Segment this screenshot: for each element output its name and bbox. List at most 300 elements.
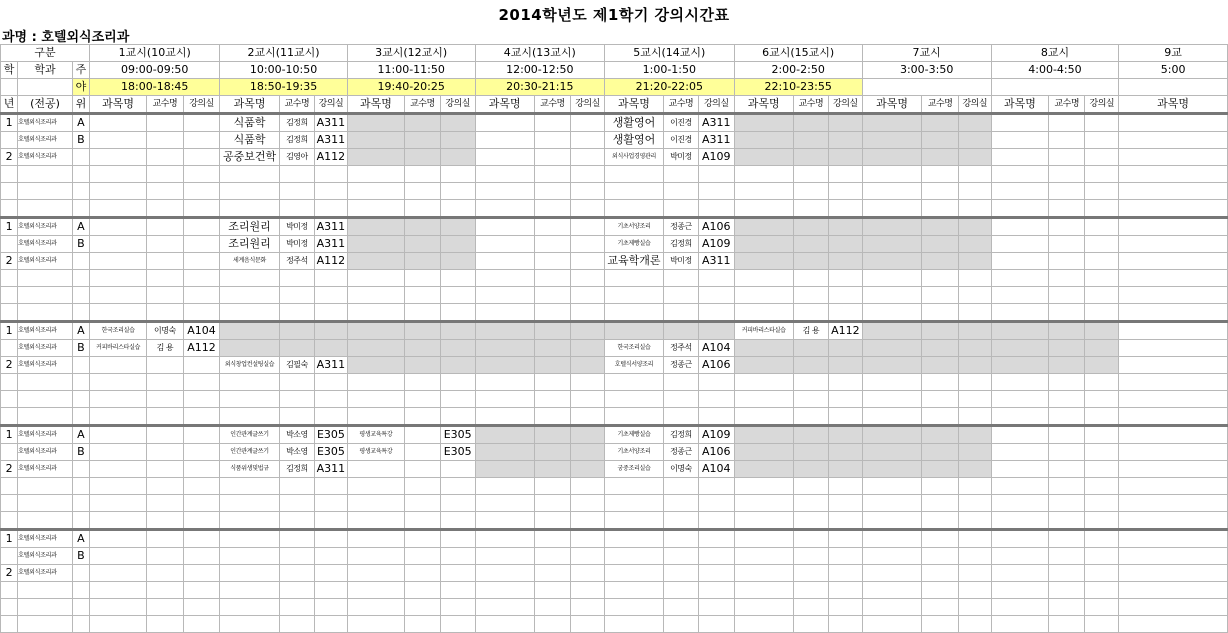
professor-col-header: 교수명 (279, 96, 315, 114)
professor-cell: 정종근 (664, 444, 699, 461)
empty-cell (829, 236, 862, 253)
empty-cell (405, 357, 441, 374)
period-name: 4교시(13교시) (475, 45, 604, 62)
professor-cell: 정종근 (664, 357, 699, 374)
empty-cell (1085, 599, 1119, 616)
professor-cell: 이명숙 (147, 322, 183, 340)
empty-cell (922, 391, 958, 408)
empty-cell (1049, 530, 1085, 548)
empty-cell (279, 582, 315, 599)
dept-cell (18, 270, 73, 287)
subject-col-header: 과목명 (991, 96, 1048, 114)
empty-cell (183, 149, 220, 166)
empty-cell (571, 616, 605, 633)
empty-cell (604, 166, 663, 183)
empty-cell (347, 287, 404, 304)
empty-cell (829, 270, 862, 287)
empty-cell (734, 530, 793, 548)
empty-cell (534, 357, 570, 374)
empty-cell (829, 253, 862, 270)
empty-cell (1119, 287, 1228, 304)
professor-cell: 김정희 (279, 114, 315, 132)
empty-cell (440, 304, 475, 322)
empty-cell (793, 599, 829, 616)
empty-cell (279, 512, 315, 530)
empty-cell (1085, 132, 1119, 149)
empty-cell (534, 408, 570, 426)
empty-cell (793, 512, 829, 530)
empty-cell (1119, 530, 1228, 548)
period-name: 3교시(12교시) (347, 45, 475, 62)
empty-cell (862, 287, 922, 304)
professor-cell: 김영아 (279, 149, 315, 166)
empty-cell (1119, 582, 1228, 599)
empty-cell (862, 183, 922, 200)
empty-cell (183, 512, 220, 530)
empty-cell (534, 548, 570, 565)
empty-cell (147, 616, 183, 633)
empty-cell (734, 183, 793, 200)
empty-cell (405, 548, 441, 565)
dept-cell (18, 408, 73, 426)
empty-cell (571, 478, 605, 495)
empty-cell (698, 530, 734, 548)
empty-cell (347, 599, 404, 616)
empty-cell (571, 582, 605, 599)
empty-cell (405, 114, 441, 132)
empty-cell (793, 616, 829, 633)
empty-cell (440, 616, 475, 633)
empty-cell (958, 357, 991, 374)
empty-cell (698, 495, 734, 512)
empty-cell (1119, 426, 1228, 444)
empty-cell (991, 616, 1048, 633)
empty-cell (1085, 166, 1119, 183)
empty-cell (220, 408, 279, 426)
room-cell: A311 (315, 132, 348, 149)
empty-cell (793, 495, 829, 512)
empty-cell (958, 426, 991, 444)
empty-cell (405, 582, 441, 599)
empty-cell (922, 340, 958, 357)
subject-cell: 생활영어 (604, 132, 663, 149)
empty-cell (1119, 149, 1228, 166)
empty-cell (698, 512, 734, 530)
year-cell (1, 374, 18, 391)
empty-cell (1049, 374, 1085, 391)
empty-cell (664, 270, 699, 287)
subject-col-header: 과목명 (862, 96, 922, 114)
empty-cell (147, 304, 183, 322)
empty-cell (279, 478, 315, 495)
empty-cell (1119, 565, 1228, 582)
empty-cell (440, 218, 475, 236)
room-cell: A311 (315, 461, 348, 478)
empty-cell (1085, 357, 1119, 374)
empty-cell (440, 322, 475, 340)
empty-cell (405, 616, 441, 633)
empty-cell (604, 548, 663, 565)
empty-cell (664, 616, 699, 633)
empty-cell (829, 114, 862, 132)
empty-cell (991, 512, 1048, 530)
empty-cell (829, 599, 862, 616)
empty-cell (1085, 322, 1119, 340)
ban-cell (72, 183, 89, 200)
dept-cell (18, 374, 73, 391)
empty-cell (829, 357, 862, 374)
empty-cell (793, 444, 829, 461)
empty-cell (829, 582, 862, 599)
empty-cell (1119, 374, 1228, 391)
subject-cell: 평생교육특강 (347, 444, 404, 461)
empty-cell (90, 478, 147, 495)
empty-cell (440, 408, 475, 426)
empty-cell (571, 357, 605, 374)
empty-cell (347, 149, 404, 166)
year-cell: 2 (1, 253, 18, 270)
empty-cell (90, 599, 147, 616)
empty-cell (534, 340, 570, 357)
empty-cell (534, 530, 570, 548)
empty-cell (1049, 408, 1085, 426)
empty-cell (147, 495, 183, 512)
dept-cell: 호텔외식조리과 (18, 426, 73, 444)
subject-cell: 궁중조리실습 (604, 461, 663, 478)
empty-cell (571, 183, 605, 200)
empty-cell (829, 149, 862, 166)
spacer-cell (1, 79, 18, 96)
year-cell: 1 (1, 530, 18, 548)
empty-cell (991, 548, 1048, 565)
year-cell (1, 478, 18, 495)
empty-cell (734, 357, 793, 374)
professor-col-header: 교수명 (1049, 96, 1085, 114)
empty-cell (829, 304, 862, 322)
room-cell: A109 (698, 236, 734, 253)
empty-cell (1049, 340, 1085, 357)
empty-cell (862, 478, 922, 495)
empty-cell (571, 270, 605, 287)
empty-cell (734, 616, 793, 633)
empty-cell (1085, 287, 1119, 304)
empty-cell (405, 391, 441, 408)
empty-cell (571, 408, 605, 426)
ban-cell: B (72, 236, 89, 253)
empty-cell (534, 114, 570, 132)
empty-cell (90, 114, 147, 132)
empty-cell (315, 287, 348, 304)
empty-cell (279, 530, 315, 548)
ban-cell: A (72, 322, 89, 340)
empty-cell (664, 374, 699, 391)
period-name: 1교시(10교시) (90, 45, 220, 62)
empty-cell (90, 132, 147, 149)
empty-cell (347, 548, 404, 565)
empty-cell (315, 530, 348, 548)
empty-cell (90, 461, 147, 478)
empty-cell (183, 132, 220, 149)
empty-cell (183, 287, 220, 304)
empty-cell (829, 340, 862, 357)
empty-cell (1049, 149, 1085, 166)
subject-col-header: 과목명 (347, 96, 404, 114)
professor-cell: 이명숙 (664, 461, 699, 478)
empty-cell (279, 374, 315, 391)
ban-cell: A (72, 218, 89, 236)
subject-cell: 인간관계글쓰기 (220, 426, 279, 444)
dept-cell (18, 512, 73, 530)
day-time: 5:00 (1119, 62, 1228, 79)
empty-cell (664, 166, 699, 183)
professor-cell: 정주석 (279, 253, 315, 270)
empty-cell (734, 236, 793, 253)
empty-cell (440, 340, 475, 357)
empty-cell (698, 200, 734, 218)
empty-cell (405, 512, 441, 530)
empty-cell (604, 374, 663, 391)
professor-cell: 박미정 (664, 149, 699, 166)
empty-cell (664, 512, 699, 530)
empty-cell (734, 512, 793, 530)
empty-cell (475, 408, 534, 426)
empty-cell (1119, 461, 1228, 478)
empty-cell (347, 495, 404, 512)
empty-cell (183, 426, 220, 444)
empty-cell (1085, 218, 1119, 236)
empty-cell (958, 149, 991, 166)
subject-cell: 커피바리스타실습 (734, 322, 793, 340)
empty-cell (405, 304, 441, 322)
empty-cell (734, 461, 793, 478)
professor-cell: 김필숙 (279, 357, 315, 374)
empty-cell (475, 426, 534, 444)
empty-cell (829, 461, 862, 478)
year-cell: 1 (1, 322, 18, 340)
dept-cell: 호텔외식조리과 (18, 114, 73, 132)
empty-cell (220, 548, 279, 565)
dept-cell: 호텔외식조리과 (18, 253, 73, 270)
ban-cell (72, 582, 89, 599)
empty-cell (90, 426, 147, 444)
empty-cell (1049, 391, 1085, 408)
dept-cell: 호텔외식조리과 (18, 236, 73, 253)
empty-cell (183, 304, 220, 322)
empty-cell (315, 495, 348, 512)
dept-cell (18, 616, 73, 633)
night-time (991, 79, 1118, 96)
empty-cell (475, 582, 534, 599)
empty-cell (664, 408, 699, 426)
empty-cell (475, 322, 534, 340)
empty-cell (534, 253, 570, 270)
empty-cell (279, 408, 315, 426)
empty-cell (664, 391, 699, 408)
empty-cell (698, 322, 734, 340)
empty-cell (958, 565, 991, 582)
empty-cell (991, 114, 1048, 132)
empty-cell (1119, 616, 1228, 633)
empty-cell (734, 166, 793, 183)
subject-cell: 조리원리 (220, 218, 279, 236)
hakgwa-label: 학과 (18, 62, 73, 79)
dept-cell: 호텔외식조리과 (18, 132, 73, 149)
empty-cell (147, 357, 183, 374)
empty-cell (475, 218, 534, 236)
ban-cell (72, 166, 89, 183)
empty-cell (475, 253, 534, 270)
empty-cell (534, 183, 570, 200)
empty-cell (220, 270, 279, 287)
empty-cell (405, 322, 441, 340)
empty-cell (1049, 322, 1085, 340)
empty-cell (405, 340, 441, 357)
empty-cell (571, 444, 605, 461)
day-time: 12:00-12:50 (475, 62, 604, 79)
night-time (1119, 79, 1228, 96)
jeongong-label: (전공) (18, 96, 73, 114)
empty-cell (183, 530, 220, 548)
empty-cell (534, 287, 570, 304)
empty-cell (571, 322, 605, 340)
empty-cell (958, 218, 991, 236)
empty-cell (347, 132, 404, 149)
empty-cell (405, 270, 441, 287)
empty-cell (698, 599, 734, 616)
room-cell: E305 (440, 426, 475, 444)
empty-cell (958, 270, 991, 287)
empty-cell (604, 270, 663, 287)
year-cell: 2 (1, 461, 18, 478)
empty-cell (534, 512, 570, 530)
empty-cell (279, 391, 315, 408)
year-cell: 1 (1, 426, 18, 444)
empty-cell (440, 200, 475, 218)
empty-cell (793, 183, 829, 200)
empty-cell (958, 200, 991, 218)
empty-cell (475, 374, 534, 391)
year-cell (1, 304, 18, 322)
empty-cell (664, 287, 699, 304)
empty-cell (183, 444, 220, 461)
subject-cell: 커피바리스타실습 (90, 340, 147, 357)
empty-cell (1049, 200, 1085, 218)
empty-cell (405, 149, 441, 166)
empty-cell (1049, 478, 1085, 495)
empty-cell (571, 132, 605, 149)
year-cell: 2 (1, 357, 18, 374)
empty-cell (475, 200, 534, 218)
empty-cell (183, 565, 220, 582)
room-cell: A311 (315, 357, 348, 374)
subject-cell: 외식사업경영관리 (604, 149, 663, 166)
empty-cell (793, 166, 829, 183)
empty-cell (991, 444, 1048, 461)
empty-cell (183, 253, 220, 270)
professor-cell: 박소영 (279, 426, 315, 444)
empty-cell (405, 218, 441, 236)
empty-cell (698, 183, 734, 200)
empty-cell (90, 495, 147, 512)
subject-cell: 식품학 (220, 132, 279, 149)
empty-cell (862, 495, 922, 512)
empty-cell (829, 391, 862, 408)
timetable-grid (0, 44, 1228, 633)
empty-cell (279, 340, 315, 357)
night-time: 19:40-20:25 (347, 79, 475, 96)
empty-cell (862, 512, 922, 530)
empty-cell (220, 322, 279, 340)
empty-cell (475, 340, 534, 357)
professor-cell (405, 444, 441, 461)
empty-cell (793, 132, 829, 149)
empty-cell (405, 374, 441, 391)
empty-cell (664, 599, 699, 616)
empty-cell (922, 548, 958, 565)
empty-cell (571, 166, 605, 183)
empty-cell (183, 166, 220, 183)
ban-cell (72, 461, 89, 478)
empty-cell (991, 287, 1048, 304)
empty-cell (793, 582, 829, 599)
empty-cell (958, 374, 991, 391)
ban-cell: B (72, 548, 89, 565)
empty-cell (958, 304, 991, 322)
empty-cell (958, 530, 991, 548)
empty-cell (347, 530, 404, 548)
empty-cell (1049, 304, 1085, 322)
empty-cell (183, 461, 220, 478)
empty-cell (829, 183, 862, 200)
empty-cell (991, 530, 1048, 548)
empty-cell (922, 114, 958, 132)
empty-cell (922, 616, 958, 633)
empty-cell (1119, 236, 1228, 253)
empty-cell (534, 236, 570, 253)
empty-cell (1085, 200, 1119, 218)
empty-cell (534, 426, 570, 444)
empty-cell (475, 444, 534, 461)
empty-cell (922, 132, 958, 149)
empty-cell (220, 582, 279, 599)
empty-cell (347, 322, 404, 340)
empty-cell (147, 166, 183, 183)
empty-cell (315, 200, 348, 218)
ban-cell: A (72, 530, 89, 548)
empty-cell (90, 374, 147, 391)
empty-cell (1085, 616, 1119, 633)
empty-cell (604, 478, 663, 495)
empty-cell (315, 183, 348, 200)
empty-cell (147, 149, 183, 166)
empty-cell (991, 236, 1048, 253)
period-name: 5교시(14교시) (604, 45, 734, 62)
empty-cell (279, 322, 315, 340)
empty-cell (734, 478, 793, 495)
empty-cell (958, 599, 991, 616)
empty-cell (440, 236, 475, 253)
empty-cell (698, 478, 734, 495)
empty-cell (315, 478, 348, 495)
empty-cell (475, 391, 534, 408)
subject-col-header: 과목명 (604, 96, 663, 114)
ban-cell (72, 616, 89, 633)
empty-cell (147, 582, 183, 599)
empty-cell (1085, 149, 1119, 166)
ban-cell (72, 599, 89, 616)
empty-cell (279, 495, 315, 512)
room-col-header: 강의실 (958, 96, 991, 114)
